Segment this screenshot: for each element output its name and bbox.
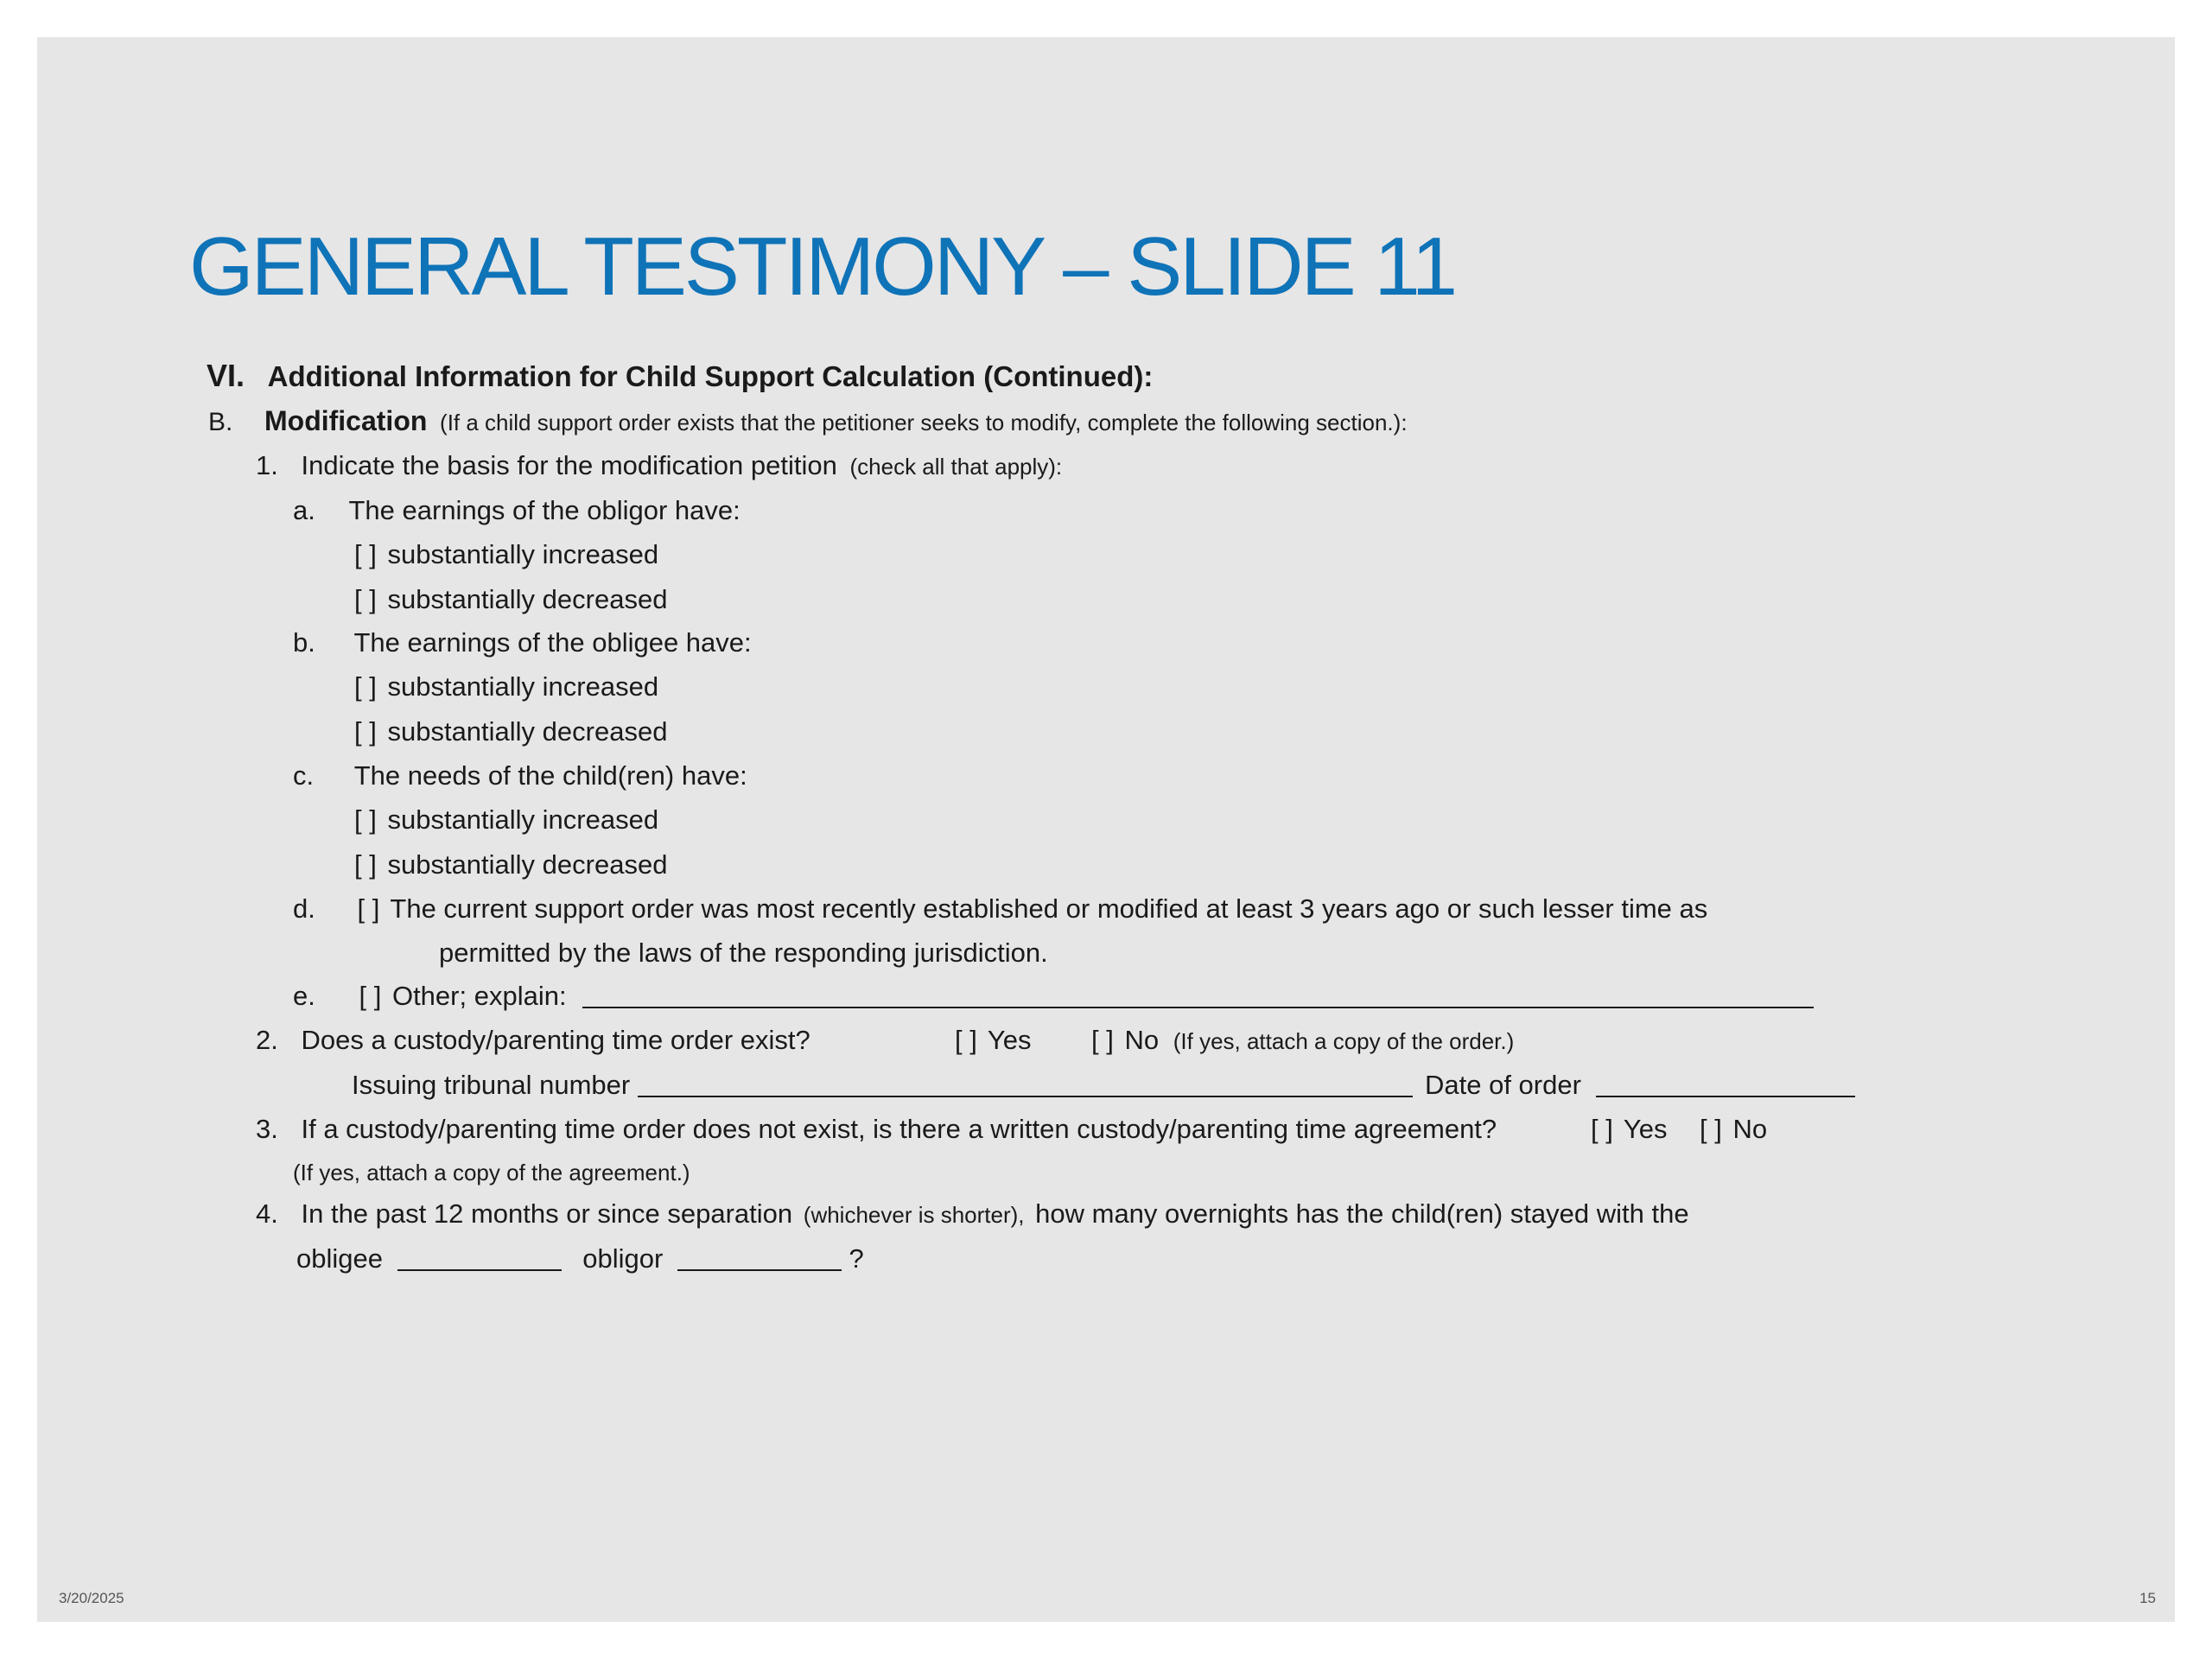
option-c1[interactable] [354,803,658,837]
q4-answer-row [296,1242,864,1276]
item-e-label: e. [293,981,315,1011]
q3-no-option[interactable] [1700,1112,1767,1147]
date-of-order-field[interactable] [1596,1070,1855,1097]
subsection-label: B. [208,408,233,436]
q2-note: (If yes, attach a copy of the order.) [1173,1028,1515,1054]
q3-text: If a custody/parenting time order does not exist, is there a written custody/parenting time agreement? [301,1114,1497,1144]
item-c-text: The needs of the child(ren) have: [353,760,747,791]
checkbox[interactable]: [ ] [354,716,377,747]
option-label: substantially increased [387,804,659,835]
section-heading [207,359,1153,395]
option-label: substantially increased [387,671,659,702]
q2-number: 2. [256,1025,278,1055]
form-content [37,37,2175,1622]
checkbox[interactable]: [ ] [354,584,377,614]
tribunal-number-field[interactable] [638,1070,1413,1097]
q1-item-d-cont [439,936,1048,970]
item-a-text: The earnings of the obligor have: [348,495,741,525]
item-d-label: d. [293,893,315,924]
q4-number: 4. [256,1198,278,1229]
obligee-overnights-field[interactable] [397,1243,562,1271]
checkbox[interactable]: [ ] [1591,1114,1613,1144]
checkbox[interactable]: [ ] [354,671,377,702]
q1-number: 1. [256,450,278,480]
no-label: No [1124,1025,1160,1055]
subsection-note: (If a child support order exists that the petitioner seeks to modify, complete the following section.): [440,410,1408,435]
footer-date: 3/20/2025 [59,1590,124,1606]
q3-number: 3. [256,1114,278,1144]
checkbox[interactable]: [ ] [354,539,377,569]
slide [37,37,2175,1622]
checkbox[interactable]: [ ] [359,981,382,1011]
page-number: 15 [2139,1590,2156,1606]
q2-no-option[interactable] [1091,1023,1514,1058]
q1-item-e [293,979,1814,1014]
option-label: substantially decreased [387,584,668,614]
item-b-label: b. [293,627,315,658]
option-b2[interactable] [354,715,667,749]
q2-text: Does a custody/parenting time order exist? [301,1025,810,1055]
checkbox[interactable]: [ ] [354,804,377,835]
q4-text-a: In the past 12 months or since separation [301,1198,793,1229]
item-c-label: c. [293,760,315,791]
q4-end: ? [849,1243,864,1274]
q1-note: (check all that apply): [849,454,1063,480]
q1-item-a [293,493,741,528]
no-label: No [1732,1114,1768,1144]
section-number: VI. [207,358,245,393]
slide-title: GENERAL TESTIMONY – SLIDE 11 [189,220,1455,313]
question-3 [256,1112,1497,1147]
yes-label: Yes [1623,1114,1668,1144]
option-label: substantially decreased [387,849,668,880]
q1-text: Indicate the basis for the modification petition [301,450,837,480]
date-label: Date of order [1425,1070,1581,1100]
q4-note: (whichever is shorter), [803,1202,1025,1228]
option-label: substantially decreased [387,716,668,747]
subsection-heading: Modification [264,405,428,436]
question-1 [256,448,1062,484]
checkbox[interactable]: [ ] [955,1025,977,1055]
q4-text-b: how many overnights has the child(ren) stayed with the [1035,1198,1689,1229]
subsection-b [208,404,1408,440]
q3-yes-option[interactable] [1591,1112,1667,1147]
question-2 [256,1023,810,1058]
explain-field[interactable] [582,981,1814,1008]
q3-note-row [293,1154,690,1190]
item-e-text: Other; explain: [391,981,567,1011]
q2-tribunal-row [352,1068,1413,1103]
yes-label: Yes [987,1025,1032,1055]
item-d-text-cont: permitted by the laws of the responding jurisdiction. [439,938,1048,968]
item-b-text: The earnings of the obligee have: [353,627,752,658]
obligor-label: obligor [582,1243,664,1274]
q3-note: (If yes, attach a copy of the agreement.) [293,1160,690,1185]
option-b1[interactable] [354,670,658,704]
checkbox[interactable]: [ ] [357,893,380,924]
obligee-label: obligee [296,1243,383,1274]
checkbox[interactable]: [ ] [1700,1114,1722,1144]
q1-item-c [293,759,747,793]
checkbox[interactable]: [ ] [1091,1025,1114,1055]
option-a1[interactable] [354,537,658,572]
q1-item-d [293,892,1707,926]
obligor-overnights-field[interactable] [677,1243,842,1271]
q1-item-b [293,626,752,660]
tribunal-label: Issuing tribunal number [352,1070,631,1100]
option-a2[interactable] [354,582,667,617]
q2-yes-option[interactable] [955,1023,1031,1058]
item-a-label: a. [293,495,315,525]
q2-date-row [1425,1068,1855,1103]
option-label: substantially increased [387,539,659,569]
option-c2[interactable] [354,848,667,882]
section-title: Additional Information for Child Support Calculation (Continued): [267,360,1154,392]
question-4 [256,1197,1689,1232]
item-d-text: The current support order was most recently established or modified at least 3 years ago or such lesser time as [390,893,1708,924]
checkbox[interactable]: [ ] [354,849,377,880]
